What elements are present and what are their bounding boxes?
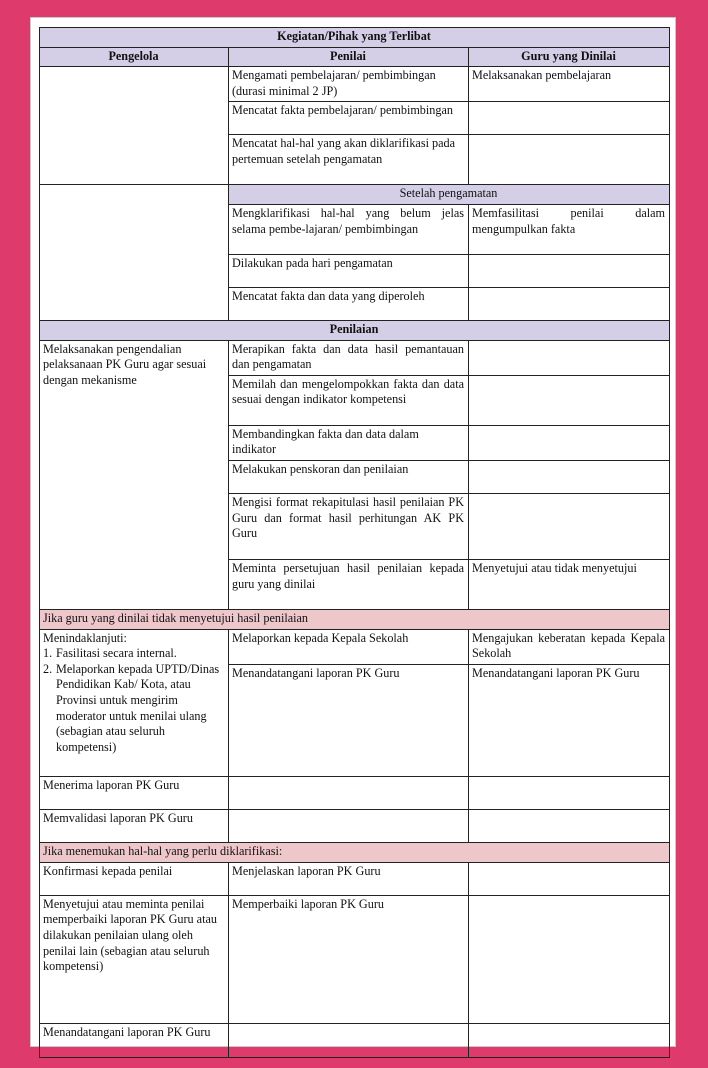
table-row [40,320,670,340]
cell-guru [469,425,670,460]
section-band-tidak-setuju: Jika guru yang dinilai tidak menyetujui hasil penilaian [40,609,670,629]
section-band-klarifikasi: Jika menemukan hal-hal yang perlu diklarifikasi: [40,842,670,862]
cell-penilai: Mengklarifikasi hal-hal yang belum jelas selama pembe-lajaran/ pembimbingan [229,204,469,254]
cell-penilai: Dilakukan pada hari pengamatan [229,254,469,287]
cell-penilai [229,1023,469,1057]
cell-penilai: Mencatat hal-hal yang akan diklarifikasi pada pertemuan setelah pengamatan [229,135,469,185]
cell-pengelola: Menerima laporan PK Guru [40,776,229,809]
table-row [40,629,670,664]
cell-pengelola: Melaksanakan pengendalian pelaksanaan PK Guru agar sesuai dengan mekanisme [40,340,229,609]
table-row [40,842,670,862]
table-row [40,862,670,895]
header-guru: Guru yang Dinilai [469,47,670,67]
pengelola-intro: Menindaklanjuti: [43,630,127,645]
cell-guru: Melaksanakan pembelajaran [469,67,670,102]
cell-penilai: Menjelaskan laporan PK Guru [229,862,469,895]
table-row [40,1023,670,1057]
cell-pengelola [40,67,229,185]
cell-penilai: Melaporkan kepada Kepala Sekolah [229,629,469,664]
cell-penilai: Mencatat fakta pembelajaran/ pembimbingan [229,102,469,135]
cell-guru [469,340,670,375]
header-pengelola: Pengelola [40,47,229,67]
cell-penilai: Mengisi format rekapitulasi hasil penilaian PK Guru dan format hasil perhitungan AK PK Guru [229,493,469,559]
cell-guru [469,809,670,842]
cell-penilai: Mencatat fakta dan data yang diperoleh [229,287,469,320]
cell-pengelola [40,185,229,321]
table-row [40,895,670,1023]
cell-penilai: Melakukan penskoran dan penilaian [229,460,469,493]
cell-penilai: Memperbaiki laporan PK Guru [229,895,469,1023]
cell-guru [469,493,670,559]
cell-guru [469,254,670,287]
cell-penilai [229,776,469,809]
section-band-penilaian: Penilaian [40,320,670,340]
pengelola-steps [43,646,224,755]
cell-pengelola: Menyetujui atau meminta penilai memperbaiki laporan PK Guru atau dilakukan penilaian ulang oleh penilai lain (sebagian atau seluruh kompetensi) [40,895,229,1023]
table-title: Kegiatan/Pihak yang Terlibat [40,28,670,48]
cell-penilai: Meminta persetujuan hasil penilaian kepada guru yang dinilai [229,559,469,609]
section-band-setelah: Setelah pengamatan [229,185,670,205]
table-row [40,776,670,809]
cell-guru [469,460,670,493]
cell-guru [469,776,670,809]
cell-guru [469,287,670,320]
cell-penilai: Memilah dan mengelompokkan fakta dan data sesuai dengan indikator kompetensi [229,375,469,425]
cell-guru: Menyetujui atau tidak menyetujui [469,559,670,609]
cell-penilai: Merapikan fakta dan data hasil pemantauan dan pengamatan [229,340,469,375]
cell-penilai: Menandatangani laporan PK Guru [229,664,469,776]
cell-penilai: Membandingkan fakta dan data dalam indikator [229,425,469,460]
cell-pengelola: Memvalidasi laporan PK Guru [40,809,229,842]
cell-guru [469,895,670,1023]
cell-guru [469,375,670,425]
document-page [31,18,675,1046]
cell-guru [469,102,670,135]
table-row [40,185,670,205]
column-header-row [40,47,670,67]
cell-guru [469,1023,670,1057]
cell-guru [469,135,670,185]
cell-guru: Mengajukan keberatan kepada Kepala Sekolah [469,629,670,664]
cell-penilai: Mengamati pembelajaran/ pembimbingan (durasi minimal 2 JP) [229,67,469,102]
table-row [40,809,670,842]
table-row [40,340,670,375]
cell-guru: Memfasilitasi penilai dalam mengumpulkan fakta [469,204,670,254]
list-item: 2. Melaporkan kepada UPTD/Dinas Pendidikan Kab/ Kota, atau Provinsi untuk mengirim moderator untuk menilai ulang (sebagian atau seluruh kompetensi) [43,661,220,754]
table-row [40,67,670,102]
cell-penilai [229,809,469,842]
cell-pengelola [40,629,229,776]
cell-pengelola: Menandatangani laporan PK Guru [40,1023,229,1057]
header-penilai: Penilai [229,47,469,67]
cell-pengelola: Konfirmasi kepada penilai [40,862,229,895]
table-title-row [40,28,670,48]
cell-guru [469,862,670,895]
activity-table [39,27,670,1058]
list-item: 1. Fasilitasi secara internal. [43,646,177,661]
table-row [40,609,670,629]
cell-guru: Menandatangani laporan PK Guru [469,664,670,776]
